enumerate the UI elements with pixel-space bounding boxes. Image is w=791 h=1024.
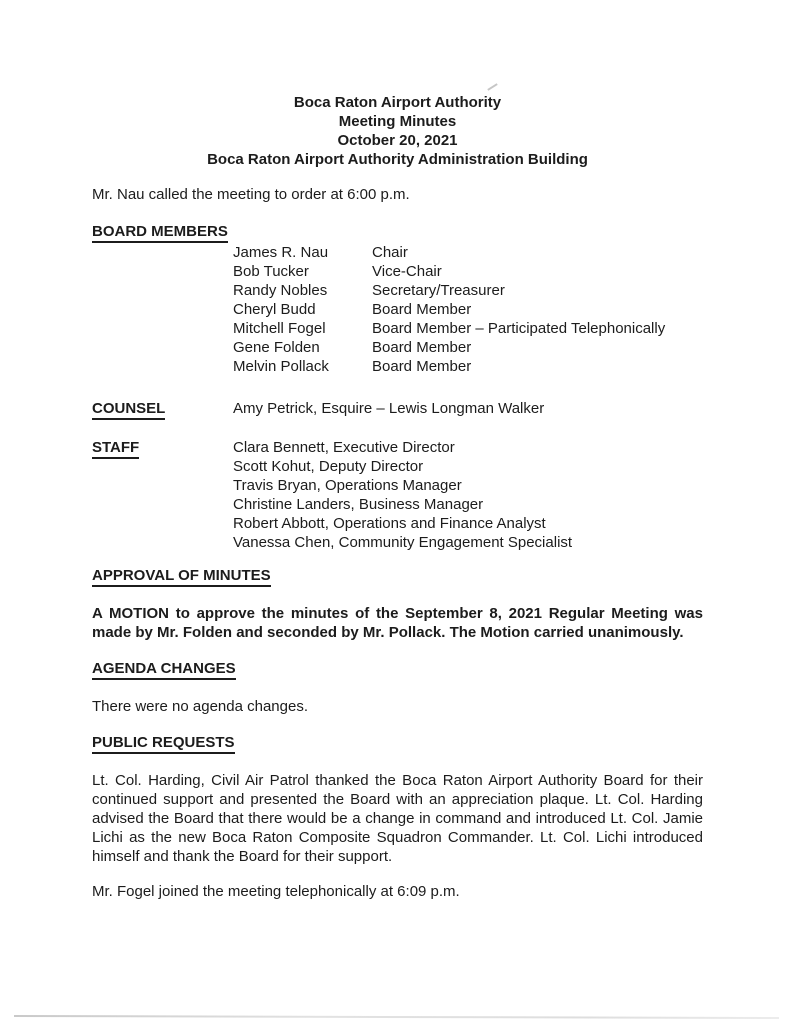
board-member-name: Melvin Pollack — [233, 358, 329, 375]
org-title: Boca Raton Airport Authority — [293, 94, 502, 111]
fogel-joined-line: Mr. Fogel joined the meeting telephonically at 6:09 p.m. — [92, 883, 460, 900]
board-member-role: Board Member – Participated Telephonically — [372, 320, 666, 337]
call-to-order-line: Mr. Nau called the meeting to order at 6:00 p.m. — [92, 186, 410, 203]
public-requests-paragraph: Lt. Col. Harding, Civil Air Patrol thanked the Boca Raton Airport Authority Board for their continued support and presented the Board with an appreciation plaque. Lt. Col. Harding advised the Board that there would be a change in command and introduced Lt. Col. Jamie Lichi as the new Boca Raton Composite Squadron Commander. Lt. Col. Lichi introduced himself and thank the Board for their support. — [92, 772, 703, 865]
list-item: Vanessa Chen, Community Engagement Specialist — [233, 534, 573, 551]
counsel-value: Amy Petrick, Esquire – Lewis Longman Walker — [233, 400, 545, 417]
list-item: Robert Abbott, Operations and Finance Analyst — [233, 515, 546, 532]
motion-paragraph: A MOTION to approve the minutes of the September 8, 2021 Regular Meeting was made by Mr. Folden and seconded by Mr. Pollack. The Motion carried unanimously. — [92, 605, 703, 641]
board-member-name: Bob Tucker — [233, 263, 309, 280]
counsel-heading: COUNSEL — [92, 399, 233, 420]
table-row — [233, 300, 703, 319]
board-member-name: Mitchell Fogel — [233, 320, 326, 337]
board-member-role: Board Member — [372, 339, 472, 356]
counsel-row — [92, 399, 703, 420]
board-member-role: Secretary/Treasurer — [372, 282, 505, 299]
board-member-role: Board Member — [372, 301, 472, 318]
list-item: Christine Landers, Business Manager — [233, 496, 484, 513]
board-member-role: Board Member — [372, 358, 472, 375]
board-member-name: Gene Folden — [233, 339, 320, 356]
board-member-role: Chair — [372, 244, 408, 261]
agenda-changes-text: There were no agenda changes. — [92, 698, 308, 715]
approval-of-minutes-heading: APPROVAL OF MINUTES — [92, 566, 703, 587]
table-row — [233, 262, 703, 281]
meeting-location: Boca Raton Airport Authority Administration Building — [207, 151, 588, 168]
table-row — [233, 281, 703, 300]
staff-heading: STAFF — [92, 438, 233, 552]
board-member-name: Cheryl Budd — [233, 301, 316, 318]
board-member-name: Randy Nobles — [233, 282, 328, 299]
staff-row — [92, 438, 703, 552]
list-item: Scott Kohut, Deputy Director — [233, 458, 424, 475]
agenda-changes-heading: AGENDA CHANGES — [92, 659, 703, 680]
table-row — [233, 319, 703, 338]
public-requests-heading: PUBLIC REQUESTS — [92, 733, 703, 754]
board-member-role: Vice-Chair — [372, 263, 442, 280]
staff-list — [233, 438, 703, 552]
document-type-title: Meeting Minutes — [338, 113, 457, 130]
board-members-table — [233, 243, 703, 376]
table-row — [233, 338, 703, 357]
list-item: Travis Bryan, Operations Manager — [233, 477, 462, 494]
meeting-date: October 20, 2021 — [337, 132, 458, 149]
board-member-name: James R. Nau — [233, 244, 329, 261]
table-row — [233, 243, 703, 262]
list-item: Clara Bennett, Executive Director — [233, 439, 455, 456]
document-title-block — [92, 93, 703, 169]
board-members-heading: BOARD MEMBERS — [92, 222, 703, 243]
scan-edge-line — [14, 1015, 779, 1019]
table-row — [233, 357, 703, 376]
